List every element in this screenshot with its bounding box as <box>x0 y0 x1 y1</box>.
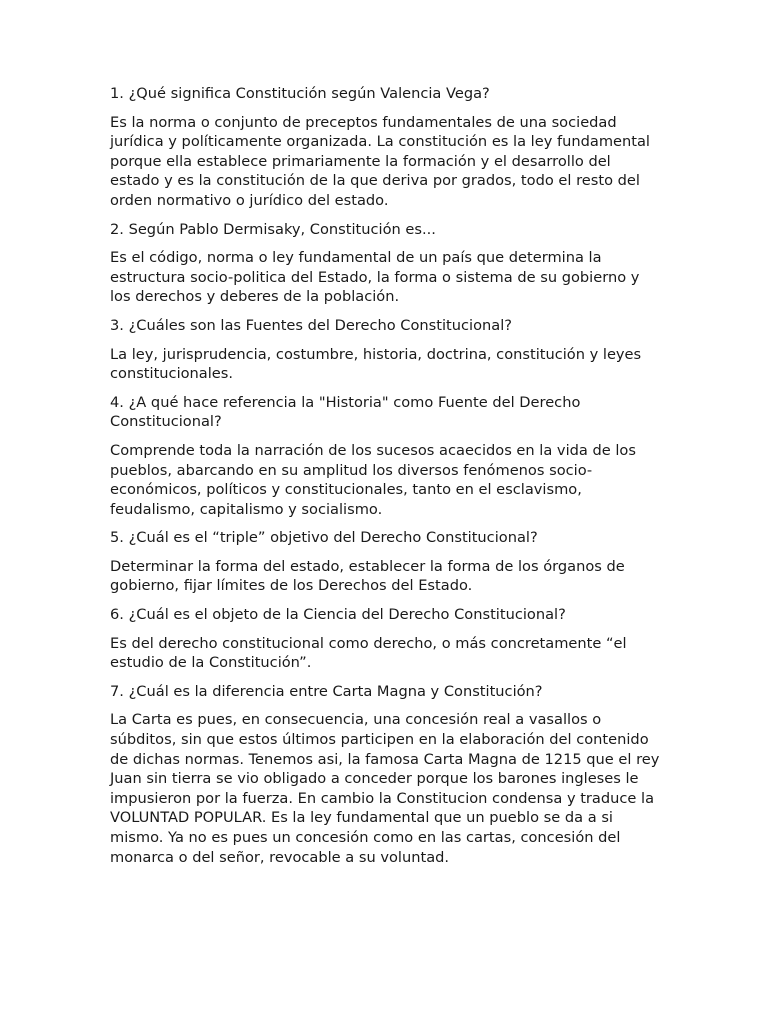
qa-item-7 <box>110 682 660 867</box>
qa-item-1 <box>110 84 660 211</box>
qa-item-2 <box>110 220 660 307</box>
qa-item-6 <box>110 605 660 673</box>
question-5: 5. ¿Cuál es el “triple” objetivo del Derecho Constitucional? <box>110 529 538 547</box>
document-page <box>110 84 660 876</box>
answer-4: Comprende toda la narración de los sucesos acaecidos en la vida de los pueblos, abarcando en su amplitud los diversos fenómenos socio-económicos, políticos y constitucionales, tanto en el esclavismo, feudalismo, capitalismo y socialismo. <box>110 441 636 518</box>
question-7: 7. ¿Cuál es la diferencia entre Carta Magna y Constitución? <box>110 682 543 700</box>
answer-2: Es el código, norma o ley fundamental de un país que determina la estructura socio-politica del Estado, la forma o sistema de su gobierno y los derechos y deberes de la población. <box>110 249 640 306</box>
question-1: 1. ¿Qué significa Constitución según Valencia Vega? <box>110 85 490 102</box>
answer-6: Es del derecho constitucional como derecho, o más concretamente “el estudio de la Constitución”. <box>110 634 627 672</box>
answer-5: Determinar la forma del estado, establecer la forma de los órganos de gobierno, fijar límites de los Derechos del Estado. <box>110 557 625 595</box>
qa-item-5 <box>110 528 660 596</box>
question-2: 2. Según Pablo Dermisaky, Constitución es... <box>110 220 436 238</box>
answer-1: Es la norma o conjunto de preceptos fundamentales de una sociedad jurídica y políticamente organizada. La constitución es la ley fundamental porque ella establece primariamente la formación y el desarrollo del estado y es la constitución de la que deriva por grados, todo el resto del orden normativo o jurídico del estado. <box>110 113 650 209</box>
qa-item-3 <box>110 316 660 384</box>
answer-7: La Carta es pues, en consecuencia, una concesión real a vasallos o súbditos, sin que estos últimos participen en la elaboración del contenido de dichas normas. Tenemos asi, la famosa Carta Magna de 1215 que el rey Juan sin tierra se vio obligado a conceder porque los barones ingleses le impusieron por la fuerza. En cambio la Constitucion condensa y traduce la VOLUNTAD POPULAR. Es la ley fundamental que un pueblo se da a si mismo. Ya no es pues un concesión como en las cartas, concesión del monarca o del señor, revocable a su voluntad. <box>110 711 660 866</box>
answer-3: La ley, jurisprudencia, costumbre, historia, doctrina, constitución y leyes constitucionales. <box>110 345 642 383</box>
qa-item-4 <box>110 393 660 520</box>
question-6: 6. ¿Cuál es el objeto de la Ciencia del Derecho Constitucional? <box>110 606 566 624</box>
question-4: 4. ¿A qué hace referencia la "Historia" como Fuente del Derecho Constitucional? <box>110 393 581 431</box>
question-3: 3. ¿Cuáles son las Fuentes del Derecho Constitucional? <box>110 316 513 334</box>
